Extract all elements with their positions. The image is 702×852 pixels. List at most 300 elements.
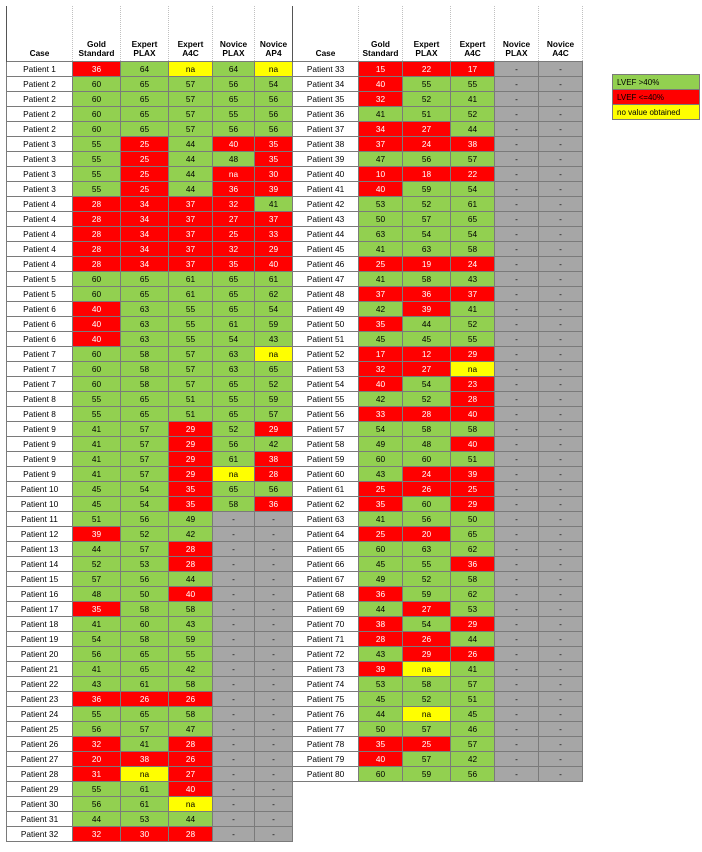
value-cell: 29 <box>255 242 293 257</box>
value-cell: 30 <box>255 167 293 182</box>
value-cell: 56 <box>403 152 451 167</box>
value-cell: - <box>495 407 539 422</box>
value-cell: 37 <box>169 197 213 212</box>
value-cell: - <box>539 137 583 152</box>
table-row <box>7 512 293 527</box>
case-cell: Patient 8 <box>7 392 73 407</box>
table-row <box>7 482 293 497</box>
value-cell: - <box>539 497 583 512</box>
case-cell: Patient 59 <box>293 452 359 467</box>
case-cell: Patient 2 <box>7 77 73 92</box>
right-header-row <box>293 6 583 62</box>
case-cell: Patient 16 <box>7 587 73 602</box>
table-row <box>7 167 293 182</box>
case-cell: Patient 17 <box>7 602 73 617</box>
value-cell: 40 <box>213 137 255 152</box>
value-cell: 39 <box>73 527 121 542</box>
case-cell: Patient 47 <box>293 272 359 287</box>
value-cell: 48 <box>213 152 255 167</box>
table-row <box>293 227 583 242</box>
value-cell: 55 <box>169 332 213 347</box>
value-cell: 51 <box>73 512 121 527</box>
table-row <box>7 107 293 122</box>
value-cell: - <box>539 587 583 602</box>
value-cell: 54 <box>255 302 293 317</box>
value-cell: 44 <box>73 542 121 557</box>
value-cell: - <box>255 782 293 797</box>
value-cell: - <box>539 257 583 272</box>
table-row <box>7 92 293 107</box>
value-cell: 61 <box>255 272 293 287</box>
value-cell: 47 <box>359 152 403 167</box>
case-cell: Patient 12 <box>7 527 73 542</box>
value-cell: na <box>169 797 213 812</box>
value-cell: 58 <box>403 422 451 437</box>
value-cell: 65 <box>213 377 255 392</box>
value-cell: - <box>495 722 539 737</box>
value-cell: 51 <box>169 407 213 422</box>
case-cell: Patient 3 <box>7 152 73 167</box>
value-cell: 41 <box>73 452 121 467</box>
value-cell: 60 <box>73 347 121 362</box>
value-cell: - <box>213 752 255 767</box>
table-row <box>293 122 583 137</box>
value-cell: na <box>255 347 293 362</box>
value-cell: 38 <box>121 752 169 767</box>
value-cell: 42 <box>359 302 403 317</box>
value-cell: 50 <box>121 587 169 602</box>
value-cell: 43 <box>359 647 403 662</box>
value-cell: 40 <box>169 587 213 602</box>
value-cell: - <box>539 122 583 137</box>
value-cell: 34 <box>121 257 169 272</box>
value-cell: 25 <box>121 167 169 182</box>
value-cell: 56 <box>255 107 293 122</box>
value-cell: 61 <box>213 452 255 467</box>
case-cell: Patient 58 <box>293 437 359 452</box>
value-cell: - <box>539 92 583 107</box>
case-cell: Patient 28 <box>7 767 73 782</box>
value-cell: 55 <box>73 407 121 422</box>
value-cell: - <box>495 317 539 332</box>
value-cell: 57 <box>169 122 213 137</box>
value-cell: 63 <box>121 332 169 347</box>
value-cell: 26 <box>451 647 495 662</box>
value-cell: 29 <box>169 467 213 482</box>
value-cell: 63 <box>121 302 169 317</box>
column-header: Expert A4C <box>169 6 213 62</box>
value-cell: 45 <box>451 707 495 722</box>
value-cell: 40 <box>359 182 403 197</box>
table-row <box>293 437 583 452</box>
table-row <box>7 137 293 152</box>
value-cell: 23 <box>451 377 495 392</box>
value-cell: 52 <box>403 92 451 107</box>
case-cell: Patient 75 <box>293 692 359 707</box>
value-cell: - <box>539 692 583 707</box>
value-cell: 58 <box>403 272 451 287</box>
table-row <box>293 362 583 377</box>
value-cell: - <box>495 347 539 362</box>
right-data-table <box>292 6 583 782</box>
case-cell: Patient 14 <box>7 557 73 572</box>
value-cell: 60 <box>403 497 451 512</box>
value-cell: 58 <box>169 677 213 692</box>
value-cell: 44 <box>169 167 213 182</box>
value-cell: - <box>255 512 293 527</box>
table-row <box>293 512 583 527</box>
value-cell: - <box>495 647 539 662</box>
value-cell: 40 <box>359 752 403 767</box>
value-cell: - <box>213 527 255 542</box>
table-row <box>293 182 583 197</box>
value-cell: 29 <box>451 347 495 362</box>
value-cell: 36 <box>403 287 451 302</box>
value-cell: 32 <box>213 242 255 257</box>
legend <box>612 74 700 120</box>
value-cell: 41 <box>359 242 403 257</box>
table-row <box>293 347 583 362</box>
value-cell: 36 <box>73 692 121 707</box>
value-cell: 32 <box>213 197 255 212</box>
case-cell: Patient 4 <box>7 257 73 272</box>
value-cell: - <box>539 737 583 752</box>
value-cell: 54 <box>359 422 403 437</box>
value-cell: 34 <box>121 242 169 257</box>
case-cell: Patient 77 <box>293 722 359 737</box>
case-cell: Patient 72 <box>293 647 359 662</box>
case-cell: Patient 49 <box>293 302 359 317</box>
table-row <box>293 722 583 737</box>
legend-item <box>613 75 700 90</box>
value-cell: 25 <box>359 527 403 542</box>
value-cell: 17 <box>359 347 403 362</box>
value-cell: 52 <box>403 392 451 407</box>
value-cell: 29 <box>169 422 213 437</box>
value-cell: na <box>255 62 293 77</box>
value-cell: - <box>539 227 583 242</box>
legend-red: LVEF <=40% <box>613 90 700 105</box>
value-cell: 34 <box>121 212 169 227</box>
value-cell: 52 <box>403 197 451 212</box>
table-row <box>7 257 293 272</box>
table-row <box>7 572 293 587</box>
value-cell: 44 <box>169 182 213 197</box>
table-row <box>7 587 293 602</box>
value-cell: - <box>495 332 539 347</box>
value-cell: 60 <box>73 92 121 107</box>
value-cell: - <box>495 287 539 302</box>
value-cell: 61 <box>121 782 169 797</box>
left-header-row <box>7 6 293 62</box>
value-cell: 36 <box>451 557 495 572</box>
value-cell: - <box>495 257 539 272</box>
value-cell: 54 <box>213 332 255 347</box>
value-cell: 60 <box>403 452 451 467</box>
value-cell: 52 <box>403 692 451 707</box>
value-cell: - <box>495 752 539 767</box>
case-cell: Patient 34 <box>293 77 359 92</box>
table-row <box>293 152 583 167</box>
value-cell: - <box>495 242 539 257</box>
value-cell: 65 <box>121 407 169 422</box>
table-row <box>293 317 583 332</box>
value-cell: 61 <box>451 197 495 212</box>
table-row <box>7 212 293 227</box>
case-cell: Patient 9 <box>7 452 73 467</box>
value-cell: 57 <box>169 77 213 92</box>
table-row <box>293 617 583 632</box>
table-row <box>293 392 583 407</box>
value-cell: 41 <box>73 422 121 437</box>
value-cell: 22 <box>451 167 495 182</box>
value-cell: - <box>213 767 255 782</box>
value-cell: - <box>495 587 539 602</box>
table-row <box>7 422 293 437</box>
table-row <box>293 167 583 182</box>
table-row <box>293 527 583 542</box>
value-cell: - <box>495 767 539 782</box>
table-row <box>293 737 583 752</box>
value-cell: - <box>255 647 293 662</box>
value-cell: 52 <box>213 422 255 437</box>
value-cell: 64 <box>213 62 255 77</box>
value-cell: - <box>495 107 539 122</box>
table-row <box>7 182 293 197</box>
value-cell: 41 <box>73 617 121 632</box>
value-cell: 45 <box>359 557 403 572</box>
table-row <box>7 782 293 797</box>
value-cell: - <box>213 617 255 632</box>
column-header: Expert A4C <box>451 6 495 62</box>
value-cell: - <box>495 137 539 152</box>
table-row <box>293 677 583 692</box>
value-cell: - <box>255 557 293 572</box>
value-cell: 27 <box>213 212 255 227</box>
value-cell: - <box>539 212 583 227</box>
table-row <box>7 617 293 632</box>
value-cell: 33 <box>255 227 293 242</box>
column-header: Expert PLAX <box>121 6 169 62</box>
value-cell: 65 <box>121 662 169 677</box>
table-row <box>7 302 293 317</box>
value-cell: - <box>539 167 583 182</box>
value-cell: 56 <box>73 647 121 662</box>
value-cell: 51 <box>451 452 495 467</box>
case-cell: Patient 38 <box>293 137 359 152</box>
value-cell: - <box>539 422 583 437</box>
value-cell: - <box>539 242 583 257</box>
value-cell: 55 <box>169 302 213 317</box>
value-cell: 65 <box>121 287 169 302</box>
value-cell: - <box>539 107 583 122</box>
value-cell: 58 <box>121 632 169 647</box>
value-cell: 52 <box>403 572 451 587</box>
value-cell: 58 <box>121 377 169 392</box>
value-cell: 34 <box>121 227 169 242</box>
value-cell: 25 <box>451 482 495 497</box>
case-cell: Patient 11 <box>7 512 73 527</box>
value-cell: - <box>213 647 255 662</box>
value-cell: - <box>539 527 583 542</box>
value-cell: 65 <box>213 407 255 422</box>
value-cell: - <box>255 812 293 827</box>
value-cell: - <box>495 212 539 227</box>
case-cell: Patient 63 <box>293 512 359 527</box>
value-cell: 36 <box>73 62 121 77</box>
value-cell: - <box>539 377 583 392</box>
value-cell: 55 <box>213 107 255 122</box>
table-row <box>293 92 583 107</box>
value-cell: 54 <box>73 632 121 647</box>
value-cell: - <box>213 557 255 572</box>
value-cell: 24 <box>451 257 495 272</box>
case-cell: Patient 31 <box>7 812 73 827</box>
value-cell: - <box>495 467 539 482</box>
value-cell: 62 <box>451 587 495 602</box>
value-cell: 64 <box>121 62 169 77</box>
value-cell: 45 <box>73 482 121 497</box>
value-cell: 44 <box>359 602 403 617</box>
value-cell: - <box>495 602 539 617</box>
value-cell: 63 <box>403 242 451 257</box>
value-cell: - <box>255 797 293 812</box>
value-cell: 44 <box>73 812 121 827</box>
value-cell: 60 <box>73 287 121 302</box>
value-cell: - <box>255 587 293 602</box>
value-cell: - <box>539 407 583 422</box>
value-cell: 48 <box>73 587 121 602</box>
value-cell: 55 <box>73 152 121 167</box>
value-cell: - <box>255 662 293 677</box>
case-cell: Patient 19 <box>7 632 73 647</box>
column-header-case: Case <box>293 6 359 62</box>
value-cell: - <box>255 707 293 722</box>
table-row <box>7 722 293 737</box>
value-cell: 26 <box>169 692 213 707</box>
value-cell: 65 <box>213 92 255 107</box>
table-row <box>7 677 293 692</box>
value-cell: 43 <box>359 467 403 482</box>
case-cell: Patient 25 <box>7 722 73 737</box>
value-cell: 58 <box>121 602 169 617</box>
legend-item <box>613 90 700 105</box>
value-cell: 61 <box>121 797 169 812</box>
value-cell: 33 <box>359 407 403 422</box>
case-cell: Patient 61 <box>293 482 359 497</box>
value-cell: 56 <box>73 797 121 812</box>
column-header: Novice PLAX <box>495 6 539 62</box>
value-cell: 54 <box>451 182 495 197</box>
table-row <box>293 332 583 347</box>
value-cell: 29 <box>169 437 213 452</box>
case-cell: Patient 67 <box>293 572 359 587</box>
column-header: Novice PLAX <box>213 6 255 62</box>
table-row <box>293 692 583 707</box>
table-row <box>7 692 293 707</box>
value-cell: 28 <box>169 737 213 752</box>
value-cell: 57 <box>121 437 169 452</box>
value-cell: 55 <box>451 332 495 347</box>
table-row <box>7 377 293 392</box>
value-cell: - <box>255 542 293 557</box>
table-row <box>293 212 583 227</box>
legend-yellow: no value obtained <box>613 105 700 120</box>
value-cell: - <box>539 617 583 632</box>
table-row <box>293 242 583 257</box>
value-cell: 57 <box>403 752 451 767</box>
value-cell: 60 <box>73 272 121 287</box>
value-cell: 43 <box>73 677 121 692</box>
value-cell: - <box>213 737 255 752</box>
value-cell: 56 <box>403 512 451 527</box>
case-cell: Patient 6 <box>7 332 73 347</box>
table-row <box>7 332 293 347</box>
value-cell: 52 <box>451 317 495 332</box>
value-cell: 25 <box>359 482 403 497</box>
value-cell: - <box>255 692 293 707</box>
value-cell: 40 <box>73 332 121 347</box>
value-cell: 22 <box>403 62 451 77</box>
table-row <box>293 542 583 557</box>
value-cell: - <box>213 602 255 617</box>
case-cell: Patient 1 <box>7 62 73 77</box>
case-cell: Patient 70 <box>293 617 359 632</box>
value-cell: 65 <box>121 392 169 407</box>
case-cell: Patient 64 <box>293 527 359 542</box>
table-row <box>7 467 293 482</box>
case-cell: Patient 2 <box>7 92 73 107</box>
value-cell: - <box>495 557 539 572</box>
value-cell: - <box>539 197 583 212</box>
value-cell: 49 <box>359 572 403 587</box>
value-cell: - <box>539 182 583 197</box>
value-cell: 65 <box>213 482 255 497</box>
value-cell: 17 <box>451 62 495 77</box>
value-cell: 37 <box>451 287 495 302</box>
value-cell: 40 <box>73 302 121 317</box>
value-cell: - <box>495 77 539 92</box>
case-cell: Patient 79 <box>293 752 359 767</box>
table-row <box>7 527 293 542</box>
value-cell: 57 <box>403 212 451 227</box>
value-cell: 60 <box>73 122 121 137</box>
case-cell: Patient 20 <box>7 647 73 662</box>
value-cell: 50 <box>451 512 495 527</box>
value-cell: 41 <box>73 437 121 452</box>
value-cell: 65 <box>451 527 495 542</box>
value-cell: 28 <box>359 632 403 647</box>
value-cell: - <box>495 272 539 287</box>
value-cell: 65 <box>451 212 495 227</box>
case-cell: Patient 78 <box>293 737 359 752</box>
value-cell: 45 <box>359 332 403 347</box>
value-cell: - <box>539 647 583 662</box>
value-cell: 55 <box>73 182 121 197</box>
value-cell: 29 <box>403 647 451 662</box>
value-cell: 41 <box>255 197 293 212</box>
value-cell: - <box>539 452 583 467</box>
value-cell: 55 <box>73 392 121 407</box>
value-cell: 56 <box>121 572 169 587</box>
value-cell: 41 <box>359 107 403 122</box>
value-cell: - <box>539 752 583 767</box>
value-cell: 26 <box>121 692 169 707</box>
value-cell: - <box>213 692 255 707</box>
value-cell: 62 <box>451 542 495 557</box>
value-cell: 42 <box>359 392 403 407</box>
value-cell: 35 <box>359 317 403 332</box>
